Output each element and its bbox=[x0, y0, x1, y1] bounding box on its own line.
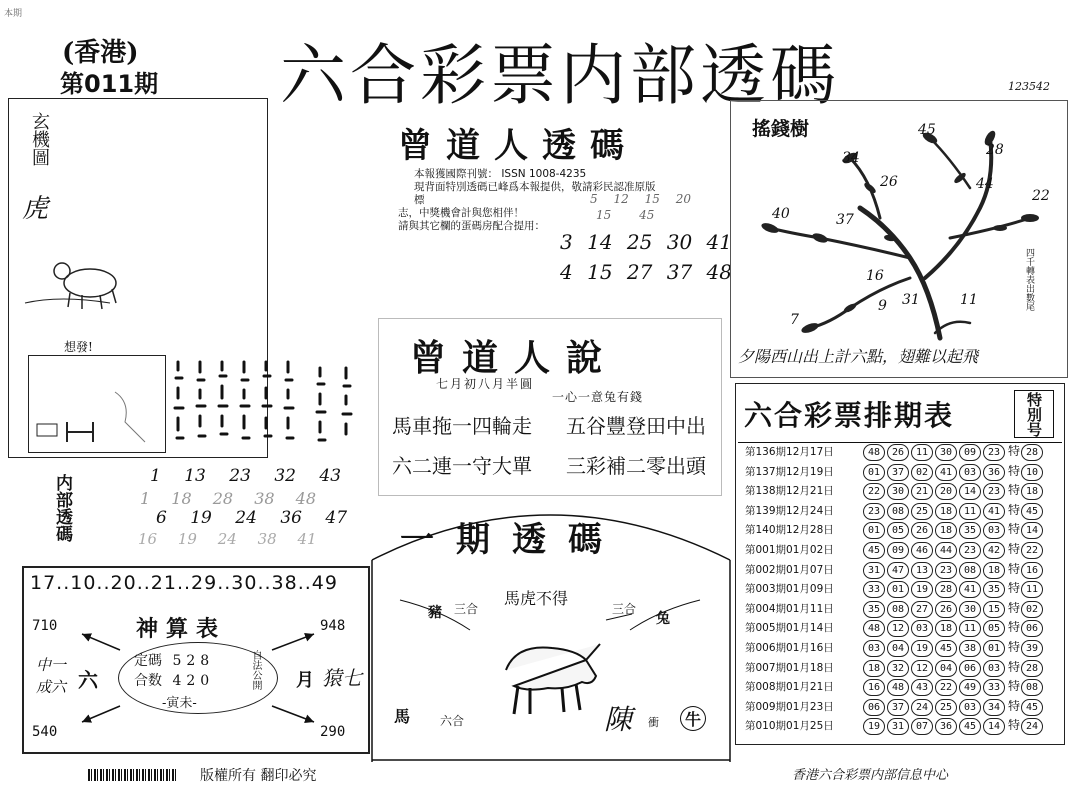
chen-label: 陳 bbox=[604, 703, 633, 736]
draw-date: 第007期01月18日 bbox=[745, 661, 834, 674]
sanhe-left: 三合 bbox=[454, 602, 479, 616]
draw-number: 32 bbox=[887, 660, 909, 677]
hw-num: 25 bbox=[626, 230, 653, 254]
tree-num: 37 bbox=[836, 212, 854, 228]
special-number: 28 bbox=[1021, 660, 1043, 677]
shensuan-arrows bbox=[22, 566, 370, 754]
draw-number: 06 bbox=[959, 660, 981, 677]
draw-number: 35 bbox=[983, 581, 1005, 598]
tree-caption: 夕陽西山出上計六點，翅難以起飛 bbox=[738, 347, 979, 366]
draw-number: 13 bbox=[911, 562, 933, 579]
schedule-row bbox=[745, 502, 1045, 521]
draw-number: 03 bbox=[959, 464, 981, 481]
draw-number: 19 bbox=[911, 640, 933, 657]
tree-num: 16 bbox=[866, 268, 884, 284]
draw-number: 41 bbox=[935, 464, 957, 481]
special-marker: 特 bbox=[1008, 522, 1021, 537]
tree-num: 28 bbox=[986, 142, 1004, 158]
special-marker: 特 bbox=[1008, 640, 1021, 654]
special-marker: 特 bbox=[1008, 718, 1021, 733]
code-num: 1 bbox=[150, 466, 161, 486]
draw-number: 04 bbox=[887, 640, 909, 657]
schedule-row bbox=[745, 678, 1045, 697]
draw-number: 43 bbox=[911, 679, 933, 696]
special-marker: 特 bbox=[1008, 444, 1021, 458]
draw-number: 03 bbox=[959, 699, 981, 716]
draw-number: 19 bbox=[911, 581, 933, 598]
draw-number: 41 bbox=[959, 581, 981, 598]
hw-num: 3 bbox=[560, 230, 573, 254]
barcode bbox=[88, 769, 178, 781]
tree-num: 34 bbox=[842, 150, 860, 166]
draw-number: 46 bbox=[911, 542, 933, 559]
draw-number: 11 bbox=[911, 444, 933, 461]
sanhe-right: 三合 bbox=[612, 602, 637, 616]
goat-sketch bbox=[496, 630, 606, 720]
pig-label: 豬 bbox=[428, 605, 442, 621]
draw-number: 30 bbox=[959, 601, 981, 618]
draw-number: 05 bbox=[983, 620, 1005, 637]
code-num: 47 bbox=[325, 508, 348, 528]
corner-br: 290 bbox=[320, 724, 346, 740]
draw-date: 第004期01月11日 bbox=[745, 602, 834, 615]
special-number: 06 bbox=[1021, 620, 1043, 637]
code-num: 24 bbox=[217, 530, 237, 548]
code-num: 19 bbox=[190, 508, 212, 528]
draw-number: 45 bbox=[935, 640, 957, 657]
draw-date: 第140期12月28日 bbox=[745, 524, 834, 537]
internal-code-row2 bbox=[140, 489, 316, 508]
special-number: 24 bbox=[1021, 718, 1043, 735]
draw-number: 09 bbox=[887, 542, 909, 559]
ding-value: 528 bbox=[172, 653, 215, 669]
draw-number: 34 bbox=[983, 699, 1005, 716]
draw-number: 12 bbox=[887, 620, 909, 637]
hw-num: 12 bbox=[613, 192, 629, 206]
draw-number: 25 bbox=[911, 503, 933, 520]
internal-code-label: 内部透碼 bbox=[52, 474, 72, 542]
draw-number: 36 bbox=[935, 718, 957, 735]
tree-num: 7 bbox=[790, 312, 799, 328]
code-num: 41 bbox=[297, 530, 317, 548]
schedule-row bbox=[745, 521, 1045, 540]
verse-1b: 五谷豐登田中出 bbox=[566, 414, 706, 438]
draw-number: 02 bbox=[911, 464, 933, 481]
draw-number: 18 bbox=[983, 562, 1005, 579]
draw-date: 第008期01月21日 bbox=[745, 681, 834, 694]
special-number: 28 bbox=[1021, 444, 1043, 461]
he-value: 420 bbox=[172, 673, 215, 689]
draw-number: 47 bbox=[887, 562, 909, 579]
corner-mark: 本期 bbox=[4, 9, 23, 19]
hw-num: 37 bbox=[666, 260, 693, 284]
draw-number: 26 bbox=[935, 601, 957, 618]
draw-number: 24 bbox=[911, 699, 933, 716]
zeng-says-sub1: 七月初八月半圓 bbox=[436, 377, 535, 391]
hw-num: 15 bbox=[644, 192, 660, 206]
code-num: 38 bbox=[257, 530, 277, 548]
schedule-row bbox=[745, 659, 1045, 678]
draw-number: 01 bbox=[863, 464, 885, 481]
issue-number: 第011期 bbox=[60, 70, 159, 98]
zodiac-label: -寅未- bbox=[162, 696, 197, 711]
draw-number: 14 bbox=[959, 483, 981, 500]
zeng-code-title: 曾道人透碼 bbox=[398, 126, 638, 166]
draw-number: 38 bbox=[959, 640, 981, 657]
draw-number: 41 bbox=[983, 503, 1005, 520]
draw-number: 07 bbox=[911, 718, 933, 735]
draw-number: 48 bbox=[863, 620, 885, 637]
draw-number: 14 bbox=[983, 718, 1005, 735]
schedule-row bbox=[745, 482, 1045, 501]
right-mark: 月 bbox=[296, 670, 314, 691]
draw-date: 第009期01月23日 bbox=[745, 700, 834, 713]
hw-num: 48 bbox=[706, 260, 732, 284]
draw-number: 08 bbox=[959, 562, 981, 579]
rabbit-label: 兔 bbox=[656, 611, 670, 627]
tree-num: 11 bbox=[960, 292, 978, 308]
draw-date: 第138期12月21日 bbox=[745, 485, 834, 498]
tree-num: 40 bbox=[772, 206, 790, 222]
special-marker: 特 bbox=[1008, 581, 1021, 596]
side-note: 自法公開 bbox=[250, 650, 261, 690]
draw-number: 25 bbox=[935, 699, 957, 716]
internal-code-row4 bbox=[138, 530, 317, 548]
tree-num: 26 bbox=[880, 174, 898, 190]
corner-bl: 540 bbox=[32, 724, 58, 740]
verse-2b: 三彩補二零出頭 bbox=[566, 454, 706, 478]
special-marker: 特 bbox=[1008, 502, 1021, 517]
hw-num: 41 bbox=[706, 230, 732, 254]
code-num: 19 bbox=[177, 530, 197, 548]
draw-number: 21 bbox=[911, 483, 933, 500]
draw-date: 第006期01月16日 bbox=[745, 642, 834, 654]
special-number: 39 bbox=[1021, 640, 1043, 657]
tree-num: 22 bbox=[1032, 188, 1050, 204]
code-num: 16 bbox=[138, 530, 158, 548]
left-mark: 六 bbox=[78, 668, 98, 692]
hw-num: 27 bbox=[626, 260, 653, 284]
tree-num: 45 bbox=[918, 122, 936, 138]
draw-number: 06 bbox=[863, 699, 885, 716]
draw-number: 18 bbox=[935, 522, 957, 539]
code-num: 13 bbox=[184, 466, 206, 486]
hw-num: 45 bbox=[639, 208, 655, 222]
draw-date: 第139期12月24日 bbox=[745, 504, 834, 517]
hw-num: 20 bbox=[675, 192, 691, 206]
notice-line4: 請與其它欄的蛋碼房配合提用： bbox=[398, 220, 545, 232]
xiangfa-caption: 想發! bbox=[64, 340, 93, 354]
schedule-row bbox=[745, 619, 1045, 638]
schedule-row bbox=[745, 541, 1045, 560]
special-marker: 特 bbox=[1008, 620, 1021, 635]
code-num: 23 bbox=[229, 466, 251, 486]
hw-num: 5 bbox=[590, 192, 598, 206]
draw-number: 23 bbox=[959, 542, 981, 559]
draw-number: 31 bbox=[863, 562, 885, 579]
draw-number: 20 bbox=[935, 483, 957, 500]
draw-number: 03 bbox=[983, 522, 1005, 539]
draw-number: 45 bbox=[959, 718, 981, 735]
corner-tr: 948 bbox=[320, 618, 346, 634]
special-marker: 特 bbox=[1008, 463, 1021, 478]
region-label: (香港) bbox=[62, 38, 139, 68]
draw-number: 09 bbox=[959, 444, 981, 461]
special-marker: 特 bbox=[1008, 698, 1021, 713]
hw-num: 4 bbox=[560, 260, 573, 284]
liuhe-label: 六合 bbox=[440, 714, 465, 728]
draw-number: 03 bbox=[983, 660, 1005, 677]
draw-number: 30 bbox=[887, 483, 909, 500]
draw-number: 11 bbox=[959, 503, 981, 520]
draw-number: 31 bbox=[887, 718, 909, 735]
draw-number: 35 bbox=[863, 601, 885, 618]
corner-tl: 710 bbox=[32, 618, 58, 634]
horse-label: 馬 bbox=[394, 707, 411, 726]
serial-number: 123542 bbox=[1008, 80, 1050, 93]
draw-date: 第003期01月09日 bbox=[745, 583, 834, 596]
draw-number: 03 bbox=[911, 620, 933, 637]
code-num: 38 bbox=[254, 489, 275, 508]
animal-sketch bbox=[20, 245, 130, 325]
internal-code-row3 bbox=[156, 508, 347, 528]
schedule-row bbox=[745, 639, 1045, 658]
special-marker: 特 bbox=[1008, 542, 1021, 556]
draw-date: 第136期12月17日 bbox=[745, 446, 834, 458]
special-number: 02 bbox=[1021, 601, 1043, 618]
code-num: 48 bbox=[295, 489, 316, 508]
code-num: 24 bbox=[235, 508, 257, 528]
draw-number: 35 bbox=[959, 522, 981, 539]
draw-number: 30 bbox=[935, 444, 957, 461]
one-period-title: 一期透碼 bbox=[400, 520, 624, 560]
hw-num: 30 bbox=[666, 230, 693, 254]
special-marker: 特 bbox=[1008, 600, 1021, 615]
hw-row2 bbox=[560, 230, 732, 254]
schedule-row bbox=[745, 443, 1045, 462]
special-number: 08 bbox=[1021, 679, 1043, 696]
draw-number: 37 bbox=[887, 464, 909, 481]
special-marker: 特 bbox=[1008, 561, 1021, 576]
schedule-row bbox=[745, 698, 1045, 717]
hw-num: 15 bbox=[596, 208, 612, 222]
zeng-says-sub2: 一心一意兔有錢 bbox=[552, 390, 644, 404]
draw-number: 11 bbox=[959, 620, 981, 637]
draw-number: 22 bbox=[863, 483, 885, 500]
draw-date: 第001期01月02日 bbox=[745, 544, 834, 556]
special-number: 22 bbox=[1021, 542, 1043, 559]
draw-number: 23 bbox=[983, 444, 1005, 461]
draw-number: 16 bbox=[863, 679, 885, 696]
shensuan-title: 神算表 bbox=[136, 616, 227, 642]
special-number: 45 bbox=[1021, 699, 1043, 716]
special-number: 18 bbox=[1021, 483, 1043, 500]
draw-date: 第010期01月25日 bbox=[745, 720, 834, 733]
shensuan-numbers: 17..10..20..21..29..30..38..49 bbox=[30, 572, 338, 594]
schedule-title: 六合彩票排期表 bbox=[744, 399, 955, 432]
internal-code-row1 bbox=[150, 466, 341, 486]
draw-number: 26 bbox=[911, 522, 933, 539]
calligraphy-columns bbox=[172, 358, 357, 458]
special-marker: 特 bbox=[1008, 679, 1021, 694]
schedule-row bbox=[745, 580, 1045, 599]
notice-line2: 現背面特別透碼已峰爲本報提供，敬請彩民認准原版標 bbox=[414, 181, 656, 206]
page-title: 六合彩票内部透碼 bbox=[280, 37, 840, 114]
draw-number: 18 bbox=[863, 660, 885, 677]
figure-sketch bbox=[35, 362, 160, 450]
code-num: 6 bbox=[156, 508, 167, 528]
draw-number: 01 bbox=[983, 640, 1005, 657]
draw-number: 49 bbox=[959, 679, 981, 696]
draw-number: 01 bbox=[863, 522, 885, 539]
draw-number: 42 bbox=[983, 542, 1005, 559]
tiger-char: 虎 bbox=[22, 194, 49, 224]
draw-number: 12 bbox=[911, 660, 933, 677]
tree-num: 9 bbox=[878, 298, 887, 314]
draw-number: 08 bbox=[887, 601, 909, 618]
left-hw2: 成六 bbox=[36, 678, 67, 696]
draw-number: 44 bbox=[935, 542, 957, 559]
draw-number: 23 bbox=[863, 503, 885, 520]
tree-side-note: 四千轉表出數尾 bbox=[1024, 248, 1034, 311]
special-number: 14 bbox=[1021, 522, 1043, 539]
draw-number: 18 bbox=[935, 503, 957, 520]
draw-date: 第002期01月07日 bbox=[745, 563, 834, 576]
one-period-center: 馬虎不得 bbox=[504, 589, 569, 608]
copyright: 版權所有 翻印必究 bbox=[200, 768, 317, 784]
special-number: 45 bbox=[1021, 503, 1043, 520]
draw-number: 26 bbox=[887, 444, 909, 461]
draw-number: 27 bbox=[911, 601, 933, 618]
draw-number: 48 bbox=[863, 444, 885, 461]
notice-line3: 志，中獎機會計與您相伴！ bbox=[398, 207, 524, 219]
he-label: 合数 bbox=[134, 673, 162, 689]
left-hw1: 中一 bbox=[36, 656, 67, 674]
money-tree-title: 搖錢樹 bbox=[752, 118, 810, 140]
code-num: 32 bbox=[274, 466, 296, 486]
special-number: 16 bbox=[1021, 562, 1043, 579]
draw-number: 01 bbox=[887, 581, 909, 598]
draw-number: 28 bbox=[935, 581, 957, 598]
tree-num: 44 bbox=[976, 176, 994, 192]
schedule-row bbox=[745, 561, 1045, 580]
xuanji-title: 玄機圖 bbox=[29, 112, 50, 166]
draw-number: 15 bbox=[983, 601, 1005, 618]
draw-number: 36 bbox=[983, 464, 1005, 481]
publisher: 香港六合彩票内部信息中心 bbox=[792, 768, 949, 783]
code-num: 28 bbox=[212, 489, 234, 508]
draw-number: 23 bbox=[983, 483, 1005, 500]
ox-label: 牛 bbox=[680, 706, 706, 731]
draw-date: 第137期12月19日 bbox=[745, 465, 834, 478]
draw-number: 03 bbox=[863, 640, 885, 657]
verse-1a: 馬車拖一四輪走 bbox=[392, 414, 532, 438]
hw-row3 bbox=[560, 260, 732, 284]
special-number: 10 bbox=[1021, 464, 1043, 481]
chong-label: 衝 bbox=[648, 716, 659, 729]
special-label: 特別号 bbox=[1014, 390, 1054, 438]
special-marker: 特 bbox=[1008, 659, 1021, 674]
draw-number: 05 bbox=[887, 522, 909, 539]
draw-number: 37 bbox=[887, 699, 909, 716]
draw-number: 33 bbox=[863, 581, 885, 598]
hw-num: 14 bbox=[587, 230, 613, 254]
schedule-row bbox=[745, 600, 1045, 619]
hw-row1b bbox=[596, 208, 654, 222]
special-number: 11 bbox=[1021, 581, 1043, 598]
code-num: 36 bbox=[280, 508, 302, 528]
verse-2a: 六二連一守大單 bbox=[392, 454, 532, 478]
code-num: 1 bbox=[140, 489, 151, 508]
draw-number: 23 bbox=[935, 562, 957, 579]
draw-number: 22 bbox=[935, 679, 957, 696]
code-num: 18 bbox=[171, 489, 192, 508]
ding-label: 定碼 bbox=[134, 653, 162, 669]
tree-num: 31 bbox=[902, 292, 920, 308]
right-hw: 猿七 bbox=[322, 666, 362, 690]
code-num: 43 bbox=[319, 466, 342, 486]
draw-date: 第005期01月14日 bbox=[745, 622, 834, 635]
schedule-row bbox=[745, 463, 1045, 482]
draw-number: 19 bbox=[863, 718, 885, 735]
draw-number: 08 bbox=[887, 503, 909, 520]
hw-row1 bbox=[590, 192, 691, 206]
hw-num: 15 bbox=[587, 260, 613, 284]
draw-number: 45 bbox=[863, 542, 885, 559]
draw-number: 33 bbox=[983, 679, 1005, 696]
draw-number: 48 bbox=[887, 679, 909, 696]
special-marker: 特 bbox=[1008, 483, 1021, 498]
schedule-row bbox=[745, 717, 1045, 736]
issn-line: 本報獲國際刊號： ISSN 1008-4235 bbox=[414, 168, 587, 180]
draw-number: 18 bbox=[935, 620, 957, 637]
draw-number: 04 bbox=[935, 660, 957, 677]
zeng-says-title: 曾道人說 bbox=[410, 337, 619, 379]
